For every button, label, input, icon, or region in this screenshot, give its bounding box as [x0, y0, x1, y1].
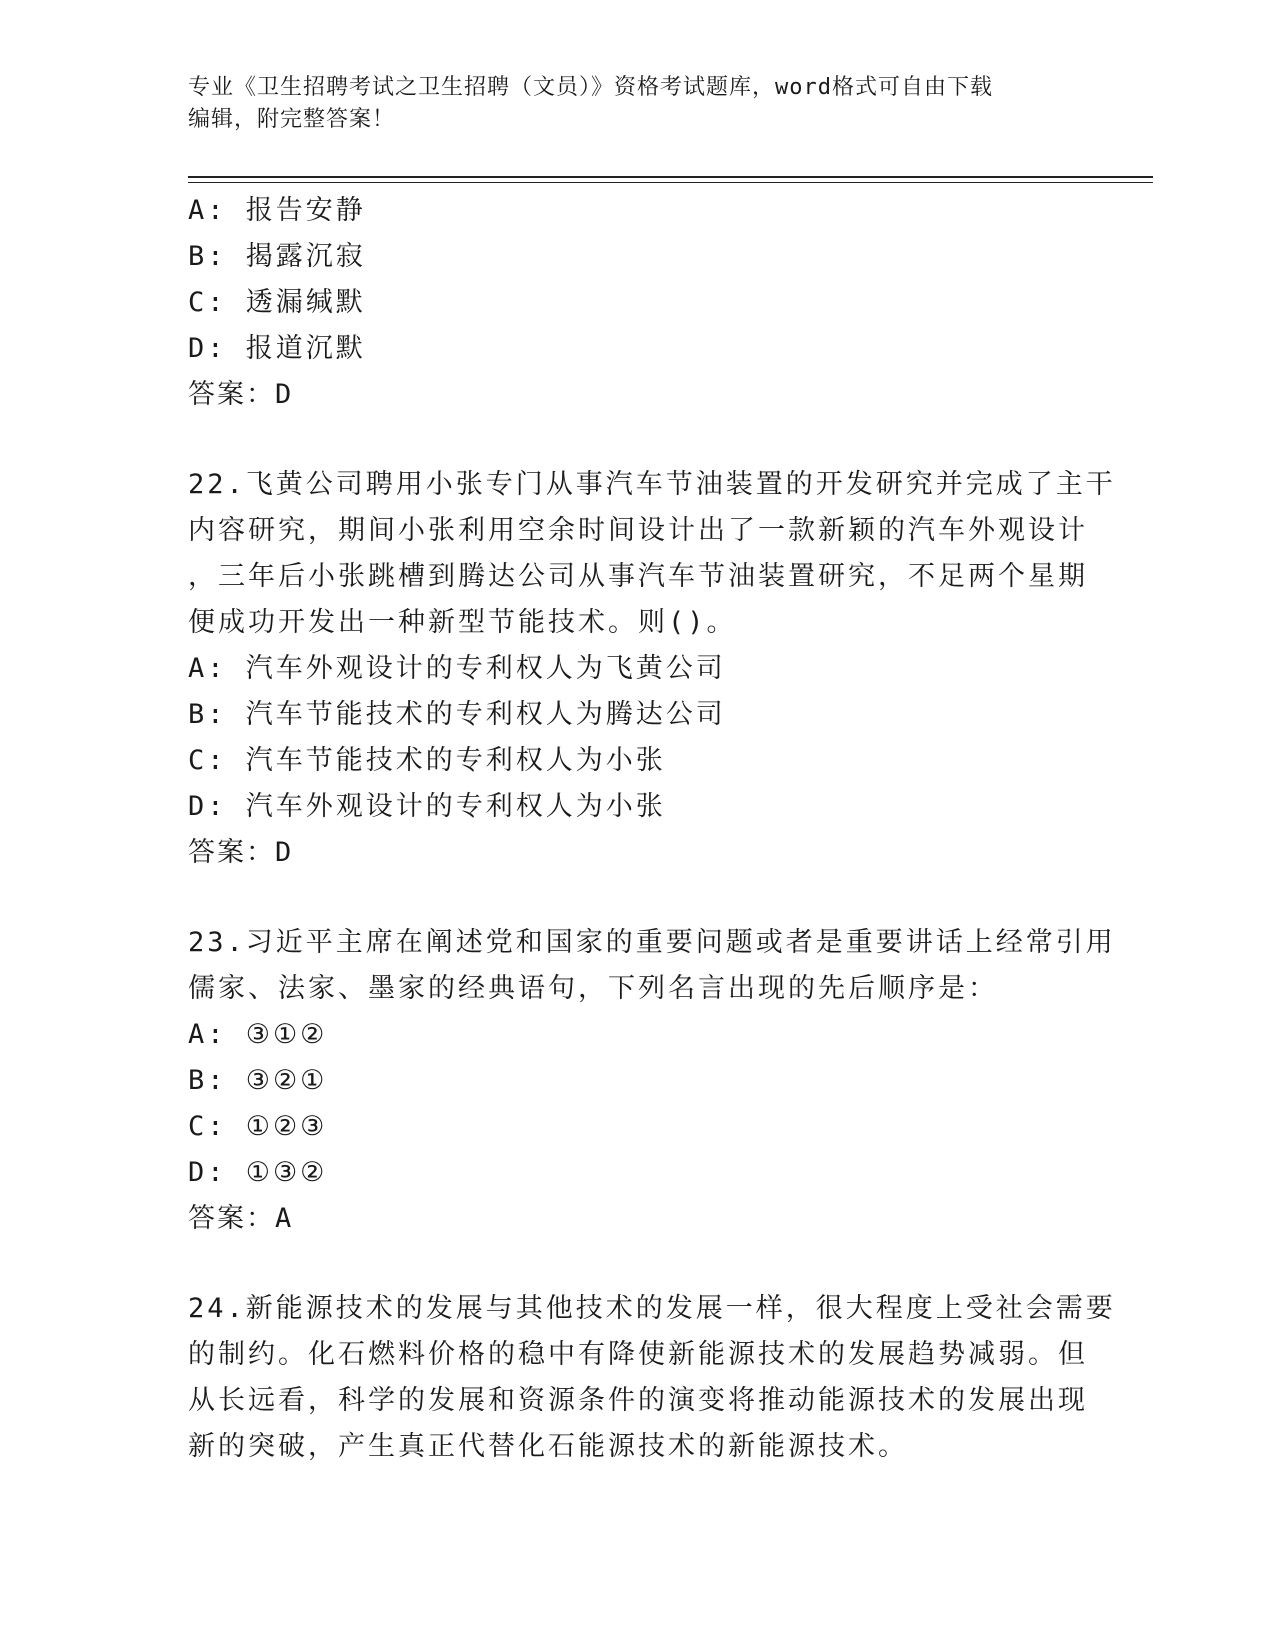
- answer: 答案：A: [188, 1203, 294, 1234]
- question-stem: [188, 920, 1116, 1012]
- question-list: [188, 188, 1116, 1470]
- option-b: B: 汽车节能技术的专利权人为腾达公司: [188, 699, 726, 730]
- option-d: D: ①③②: [188, 1157, 328, 1188]
- option-a: A: ③①②: [188, 1019, 328, 1050]
- header-divider-thin: [188, 182, 1153, 183]
- option-c: C: 汽车节能技术的专利权人为小张: [188, 745, 666, 776]
- page-header: [188, 72, 1088, 136]
- option-a: A: 汽车外观设计的专利权人为飞黄公司: [188, 653, 726, 684]
- stem-line: 22.飞黄公司聘用小张专门从事汽车节油装置的开发研究并完成了主干: [188, 469, 1116, 500]
- header-divider: [188, 176, 1153, 178]
- option-d: D: 汽车外观设计的专利权人为小张: [188, 791, 666, 822]
- question-23: [188, 920, 1116, 1242]
- stem-line: ，三年后小张跳槽到腾达公司从事汽车节油装置研究，不足两个星期: [188, 561, 1088, 592]
- answer: 答案：D: [188, 379, 294, 410]
- header-line-1: 专业《卫生招聘考试之卫生招聘（文员）》资格考试题库，word格式可自由下载: [188, 75, 993, 100]
- stem-line: 内容研究，期间小张利用空余时间设计出了一款新颖的汽车外观设计: [188, 515, 1088, 546]
- question-24: [188, 1286, 1116, 1470]
- option-c: C: 透漏缄默: [188, 287, 366, 318]
- option-d: D: 报道沉默: [188, 333, 366, 364]
- header-line-2: 编辑，附完整答案！: [188, 107, 396, 132]
- stem-line: 新的突破，产生真正代替化石能源技术的新能源技术。: [188, 1431, 908, 1462]
- answer: 答案：D: [188, 837, 294, 868]
- option-a: A: 报告安静: [188, 195, 366, 226]
- question-21: [188, 188, 1088, 418]
- question-22: [188, 462, 1116, 876]
- question-stem: [188, 462, 1116, 646]
- stem-line: 儒家、法家、墨家的经典语句，下列名言出现的先后顺序是：: [188, 973, 998, 1004]
- stem-line: 24.新能源技术的发展与其他技术的发展一样，很大程度上受社会需要: [188, 1293, 1116, 1324]
- stem-line: 的制约。化石燃料价格的稳中有降使新能源技术的发展趋势减弱。但: [188, 1339, 1088, 1370]
- option-c: C: ①②③: [188, 1111, 328, 1142]
- option-b: B: ③②①: [188, 1065, 328, 1096]
- option-b: B: 揭露沉寂: [188, 241, 366, 272]
- stem-line: 从长远看，科学的发展和资源条件的演变将推动能源技术的发展出现: [188, 1385, 1088, 1416]
- stem-line: 便成功开发出一种新型节能技术。则()。: [188, 607, 737, 638]
- stem-line: 23.习近平主席在阐述党和国家的重要问题或者是重要讲话上经常引用: [188, 927, 1116, 958]
- question-stem: [188, 1286, 1116, 1470]
